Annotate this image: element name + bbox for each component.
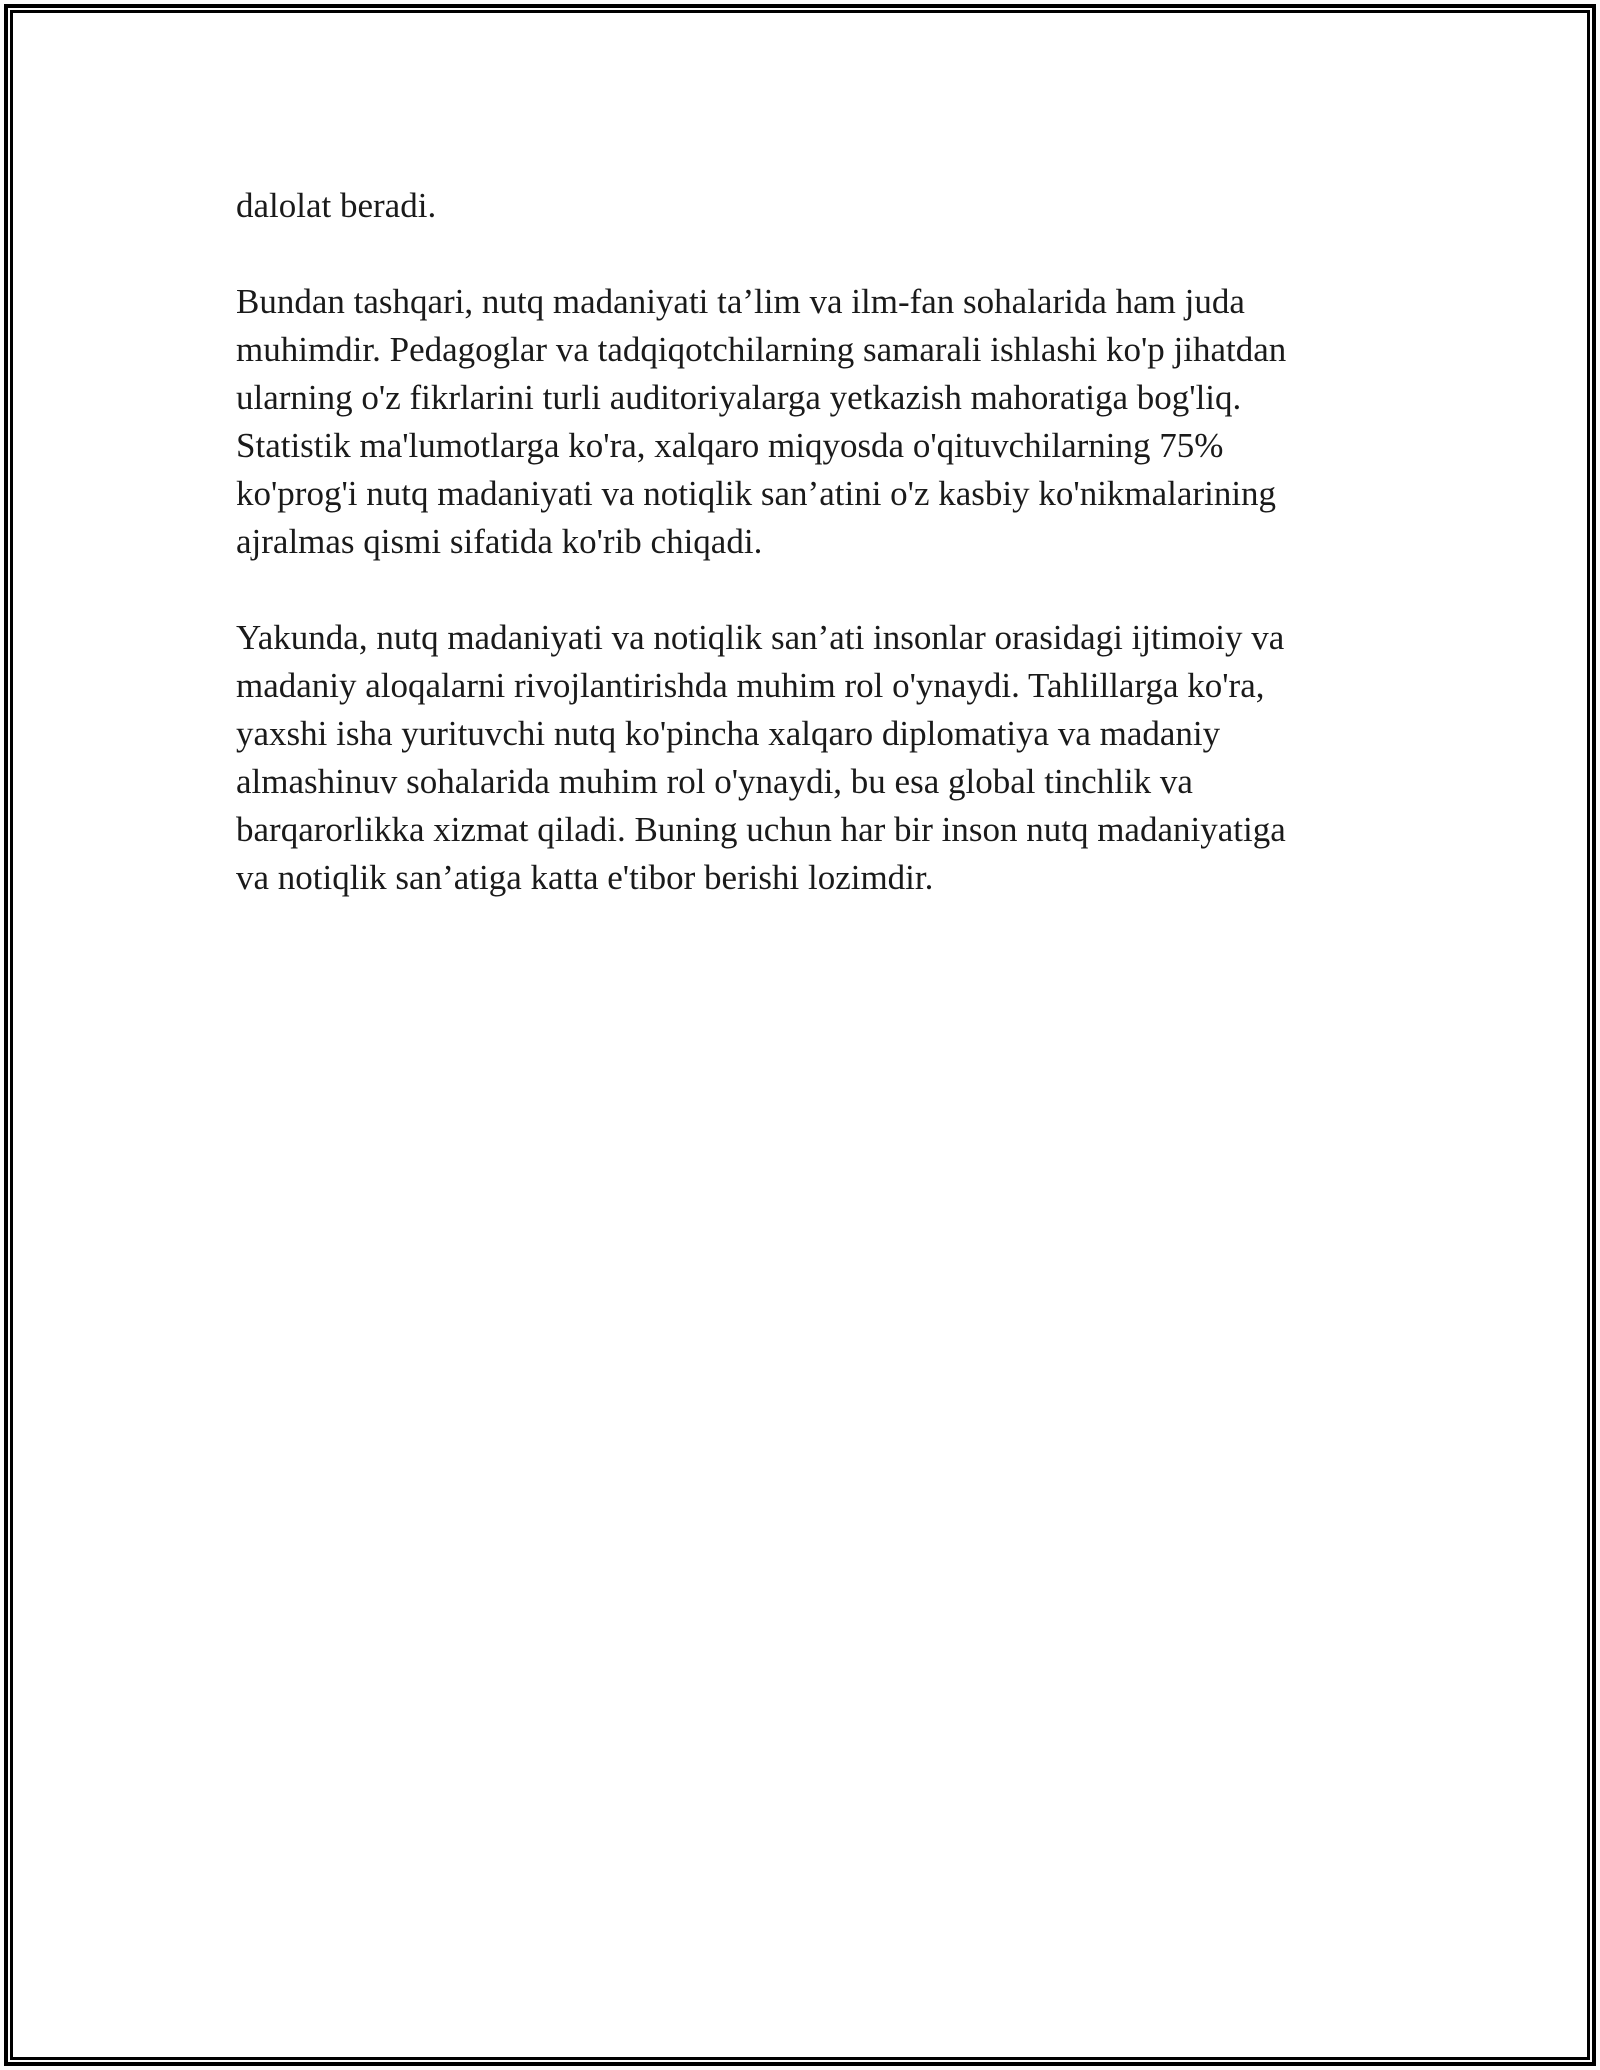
text-line: va notiqlik san’atiga katta e'tibor berishi lozimdir.	[236, 858, 934, 897]
text-line: Yakunda, nutq madaniyati va notiqlik san’ati insonlar orasidagi ijtimoiy va	[236, 618, 1285, 657]
text-line: yaxshi isha yurituvchi nutq ko'pincha xalqaro diplomatiya va madaniy	[236, 714, 1221, 753]
text-line: Bundan tashqari, nutq madaniyati ta’lim va ilm-fan sohalarida ham juda	[236, 282, 1245, 321]
text-line: ajralmas qismi sifatida ko'rib chiqadi.	[236, 522, 763, 561]
paragraph-2	[236, 278, 1366, 566]
text-line: muhimdir. Pedagoglar va tadqiqotchilarning samarali ishlashi ko'p jihatdan	[236, 330, 1287, 369]
text-line: barqarorlikka xizmat qiladi. Buning uchun har bir inson nutq madaniyatiga	[236, 810, 1286, 849]
paragraph-3	[236, 614, 1366, 902]
text-line: madaniy aloqalarni rivojlantirishda muhim rol o'ynaydi. Tahlillarga ko'ra,	[236, 666, 1265, 705]
paragraph-1	[236, 182, 1366, 230]
text-line: ko'prog'i nutq madaniyati va notiqlik san’atini o'z kasbiy ko'nikmalarining	[236, 474, 1277, 513]
text-line: dalolat beradi.	[236, 186, 437, 225]
text-line: almashinuv sohalarida muhim rol o'ynaydi, bu esa global tinchlik va	[236, 762, 1193, 801]
text-line: ularning o'z fikrlarini turli auditoriyalarga yetkazish mahoratiga bog'liq.	[236, 378, 1242, 417]
text-line: Statistik ma'lumotlarga ko'ra, xalqaro miqyosda o'qituvchilarning 75%	[236, 426, 1224, 465]
document-body	[236, 182, 1366, 950]
